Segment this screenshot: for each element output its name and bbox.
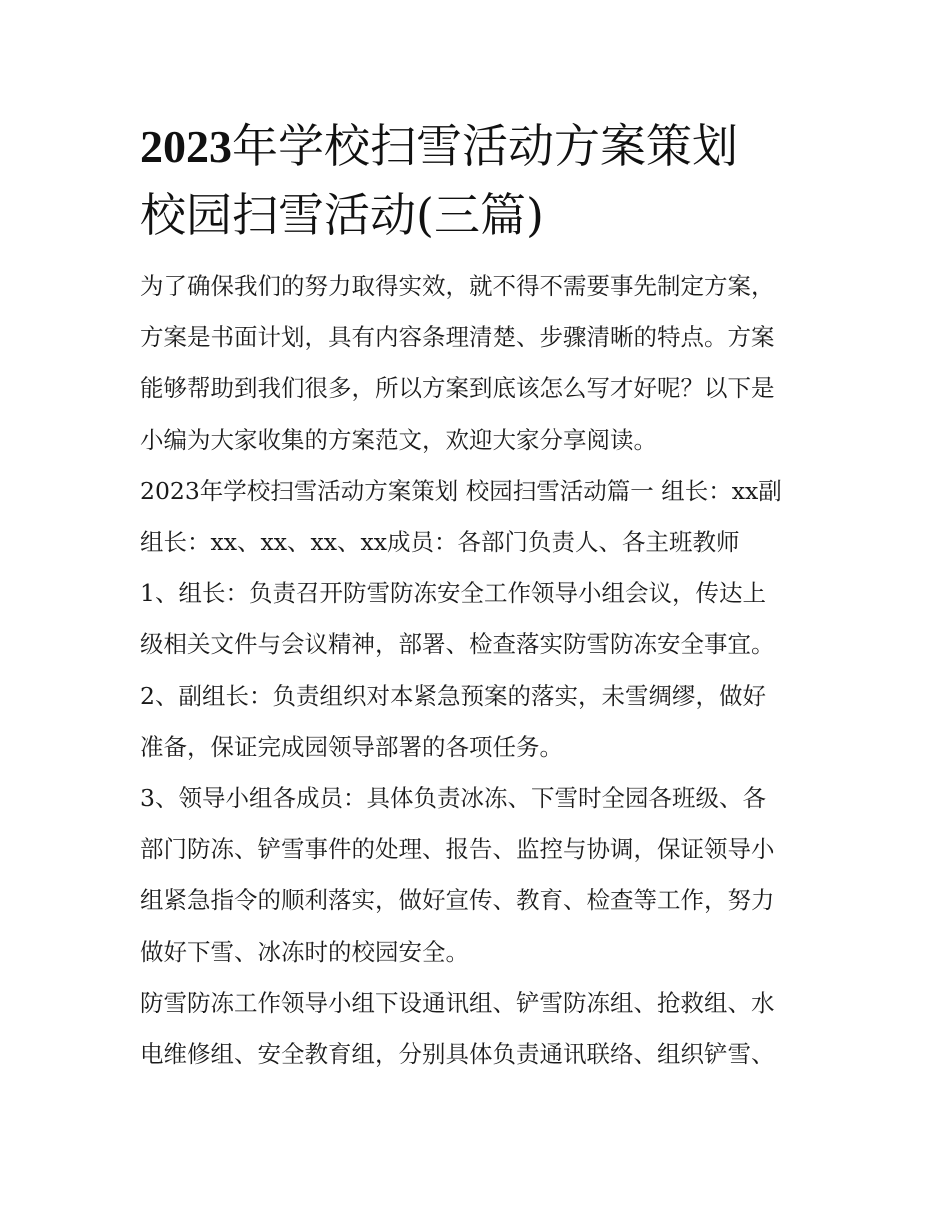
- document-title: [140, 112, 830, 249]
- text-line: 电维修组、安全教育组，分别具体负责通讯联络、组织铲雪、: [140, 1040, 775, 1069]
- title-line: [140, 181, 830, 249]
- paragraph-members: [140, 773, 830, 978]
- text-line: 组长：xx、xx、xx、xx成员：各部门负责人、各主班教师: [140, 528, 740, 557]
- text-line: 2023年学校扫雪活动方案策划 校园扫雪活动篇一 组长：xx副: [140, 476, 782, 505]
- text-line: 准备，保证完成园领导部署的各项任务。: [140, 732, 563, 761]
- text-line: 部门防冻、铲雪事件的处理、报告、监控与协调，保证领导小: [140, 835, 775, 864]
- paragraph-intro: [140, 261, 830, 466]
- title-text: 校园扫雪活动(三篇): [140, 188, 544, 242]
- text-line: 做好下雪、冰冻时的校园安全。: [140, 937, 469, 966]
- document-body: [140, 112, 830, 1080]
- paragraphs: [140, 261, 830, 1080]
- text-line: 小编为大家收集的方案范文，欢迎大家分享阅读。: [140, 425, 657, 454]
- text-line: 3、领导小组各成员：具体负责冰冻、下雪时全园各班级、各: [140, 784, 766, 813]
- text-line: 为了确保我们的努力取得实效，就不得不需要事先制定方案，: [140, 272, 775, 300]
- title-text: 年学校扫雪活动方案策划: [232, 119, 738, 173]
- text-line: 级相关文件与会议精神，部署、检查落实防雪防冻安全事宜。: [140, 630, 775, 659]
- paragraph-subgroups: [140, 978, 830, 1080]
- text-line: 组紧急指令的顺利落实，做好宣传、教育、检查等工作，努力: [140, 886, 775, 915]
- text-line: 能够帮助到我们很多，所以方案到底该怎么写才好呢？以下是: [140, 374, 775, 403]
- paragraph-team: [140, 466, 830, 568]
- text-line: 2、副组长：负责组织对本紧急预案的落实，未雪绸缪，做好: [140, 681, 766, 710]
- text-line: 防雪防冻工作领导小组下设通讯组、铲雪防冻组、抢救组、水: [140, 988, 775, 1017]
- title-year: 2023: [140, 121, 232, 172]
- title-line: [140, 112, 830, 181]
- paragraph-deputy: [140, 671, 830, 773]
- text-line: 方案是书面计划，具有内容条理清楚、步骤清晰的特点。方案: [140, 323, 775, 352]
- text-line: 1、组长：负责召开防雪防冻安全工作领导小组会议，传达上: [140, 579, 766, 608]
- paragraph-leader: [140, 568, 830, 670]
